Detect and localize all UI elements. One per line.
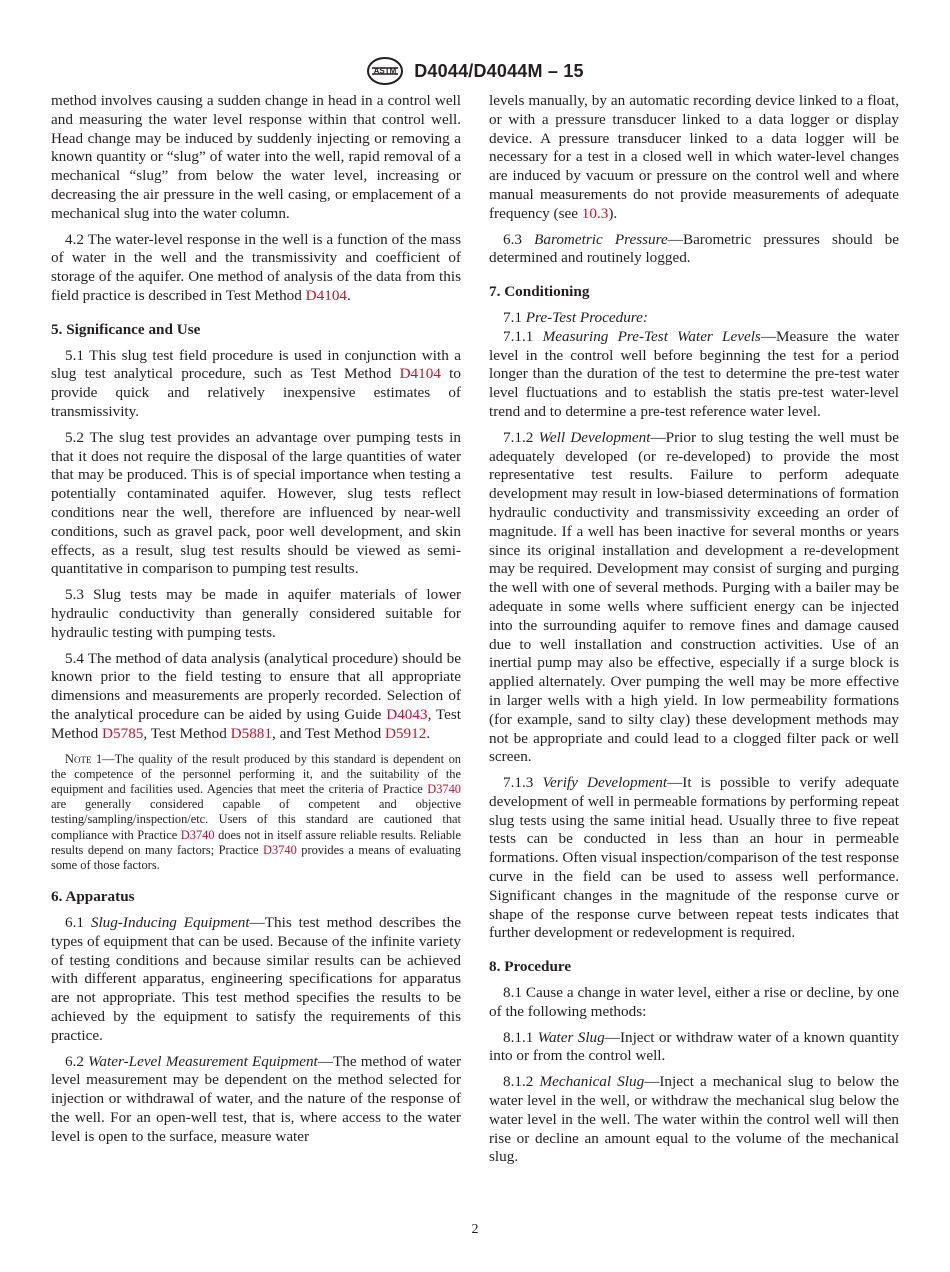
- paragraph-5-1: 5.1 This slug test field procedure is used in conjunction with a slug test analytical procedure, such as Test Method D4104 to provide quick and relatively inexpensive estimates of transmissivity.: [51, 346, 461, 420]
- paragraph-8-1: 8.1 Cause a change in water level, either a rise or decline, by one of the following methods:: [489, 984, 899, 1020]
- page-number: 2: [471, 1222, 479, 1237]
- link-d3740[interactable]: D3740: [180, 827, 215, 842]
- section-8-heading: 8. Procedure: [489, 958, 572, 976]
- link-d3740[interactable]: D3740: [263, 842, 297, 857]
- svg-text:ASTM: ASTM: [373, 66, 397, 76]
- page-header: [0, 56, 950, 86]
- paragraph-8-1-1: 8.1.1 Water Slug—Inject or withdraw water of a known quantity into or from the control well.: [489, 1028, 899, 1065]
- paragraph-5-3: 5.3 Slug tests may be made in aquifer materials of lower hydraulic conductivity than generally considered suitable for hydraulic testing with pumping tests.: [51, 586, 461, 641]
- section-6-heading: 6. Apparatus: [51, 888, 135, 906]
- paragraph-7-1-2: 7.1.2 Well Development—Prior to slug testing the well must be adequately developed (or re-developed) to provide the most representative test results. Failure to perform adequate development may result in low-biased determinations of formation hydraulic conductivity and transmissivity exceeding an order of magnitude. If a well has been inactive for several months or years since its original installation and development a re-development may be required. Development may consist of surging and purging the well with one of several methods. Purging with a bailer may be adequate in some wells where sufficient energy can be injected into the surrounding aquifer to remove fines and damage caused due to well installation and construction activities. Use of an inertial pump may also be effective, especially if a surge block is applied alternately. Over pumping the well may be more effective in larger wells with a high yield. In low permeability formations (for example, sand to silty clay) these development methods may not be appropriate and could lead to a clogged filter pack or well screen.: [489, 428, 900, 766]
- paragraph-5-4: 5.4 The method of data analysis (analytical procedure) should be known prior to the field testing to ensure that all appropriate dimensions and measurements are properly recorded. Selection of the analytical procedure can be aided by using Guide D4043, Test Method D5785, Test Method D5881, and Test Method D5912.: [51, 649, 462, 742]
- paragraph-6-2: 6.2 Water-Level Measurement Equipment—The method of water level measurement may be dependent on the method selected for injection or withdrawal of water, and the nature of the response of the well. For an open-well test, that is, where access to the water level is open to the surface, measure water: [51, 1052, 462, 1145]
- link-d5912[interactable]: D5912: [384, 724, 427, 742]
- paragraph-5-2: 5.2 The slug test provides an advantage over pumping tests in that it does not require the disposal of the large quantities of water that may be produced. This is of special importance when testing a potentially contaminated aquifer. However, slug tests reflect conditions near the well, therefore are influenced by near-well conditions, such as gravel pack, poor well development, and skin effects, as a result, slug test results should be viewed as semi-quantitative in comparison to pumping test results.: [51, 428, 461, 578]
- link-d4104[interactable]: D4104: [305, 286, 348, 304]
- paragraph-6-2-cont: levels manually, by an automatic recording device linked to a float, or with a pressure transducer linked to a data logger or display device. A pressure transducer linked to a data logger will be necessary for a test in a closed well in which water-level changes are induced by vacuum or pressure on the control well and where manual measurements do not provide measurements of adequate frequency (see 10.3).: [489, 92, 899, 222]
- right-column: [489, 92, 899, 1167]
- link-d3740[interactable]: D3740: [427, 781, 461, 796]
- link-d4043[interactable]: D4043: [386, 705, 428, 723]
- paragraph-6-1: 6.1 Slug-Inducing Equipment—This test method describes the types of equipment that can be used. Because of the infinite variety of testing conditions and because similar results can be achieved with different apparatus, engineering specifications for apparatus are not appropriate. This test method specifies the results to be achieved by the equipment to satisfy the requirements of this practice.: [51, 913, 461, 1044]
- link-d4104[interactable]: D4104: [399, 365, 441, 383]
- link-d5881[interactable]: D5881: [230, 724, 272, 742]
- standard-designation: D4044/D4044M – 15: [414, 60, 584, 81]
- link-10-3[interactable]: 10.3: [581, 204, 609, 222]
- paragraph-7-1: 7.1 Pre-Test Procedure:: [503, 308, 648, 326]
- paragraph-7-1-3: 7.1.3 Verify Development—It is possible to verify adequate development of well in permeable formations by performing repeat slug tests using the same initial head. Usually three to five repeat tests can be conducted in less than an hour in permeable formations. Often visual inspection/comparison of the test response curve in the field can be used to assess well performance. Significant changes in the magnitude of the response curve or shape of the response curve between repeat tests indicates that further development or redevelopment is required.: [489, 774, 899, 942]
- section-5-heading: 5. Significance and Use: [51, 320, 201, 338]
- paragraph-4-2: 4.2 The water-level response in the well is a function of the mass of water in the well and the transmissivity and coefficient of storage of the aquifer. One method of analysis of the data from this field practice is described in Test Method D4104.: [51, 230, 461, 304]
- link-d5785[interactable]: D5785: [102, 724, 144, 742]
- note-1: Note 1—The quality of the result produced by this standard is dependent on the competence of the personnel performing it, and the suitability of the equipment and facilities used. Agencies that meet the criteria of Practice D3740 are generally considered capable of competent and objective testing/sampling/inspection/etc. Users of this standard are cautioned that compliance with Practice D3740 does not in itself assure reliable results. Reliable results depend on many factors; Practice D3740 provides a means of evaluating some of those factors.: [51, 751, 461, 872]
- section-7-heading: 7. Conditioning: [489, 283, 590, 301]
- paragraph-6-3: 6.3 Barometric Pressure—Barometric pressures should be determined and routinely logged.: [489, 230, 900, 267]
- left-column: [51, 92, 461, 1146]
- astm-logo: [366, 56, 404, 86]
- paragraph-7-1-1: 7.1.1 Measuring Pre-Test Water Levels—Measure the water level in the control well before beginning the test for a period longer than the duration of the test to determine the pre-test water level fluctuations and to establish the statis pre-test water-level trend and to determine a pre-test reference water level.: [489, 327, 899, 420]
- paragraph-8-1-2: 8.1.2 Mechanical Slug—Inject a mechanical slug to below the water level in the well, or withdraw the mechanical slug below the water level in the well. The water within the control well will then rise or decline an amount equal to the volume of the mechanical slug.: [489, 1073, 899, 1166]
- paragraph-method-cont: method involves causing a sudden change in head in a control well and measuring the water level response within that control well. Head change may be induced by suddenly injecting or removing a known quantity or “slug” of water into the well, rapid removal of a mechanical “slug” from below the water level, increasing or decreasing the air pressure in the well casing, or emplacement of a mechanical slug into the water column.: [51, 92, 461, 222]
